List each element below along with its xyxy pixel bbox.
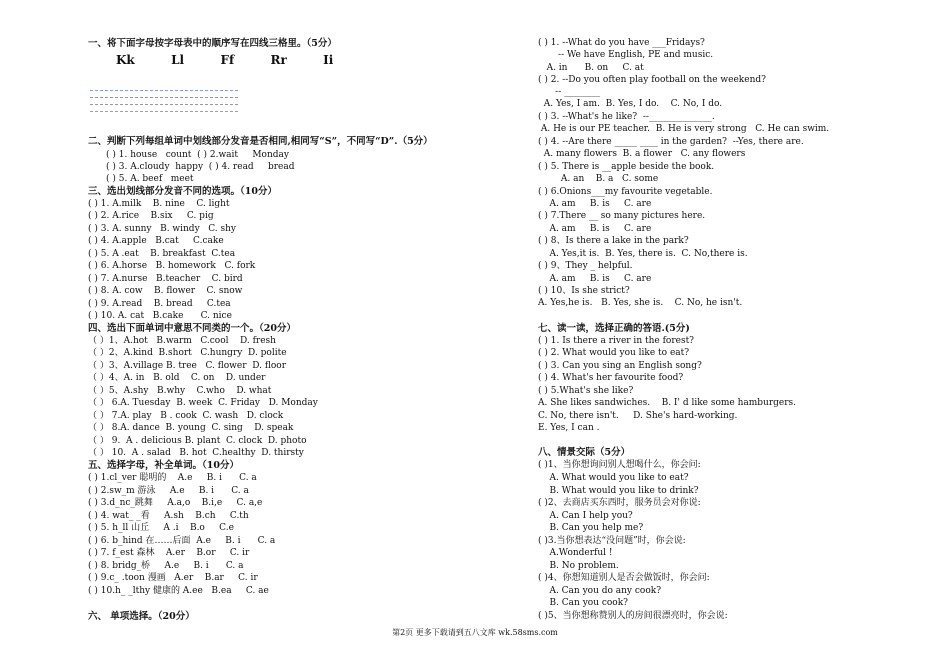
list-item: ( )4、你想知道别人是否会做饭时，你会问: (538, 573, 710, 583)
list-item: A. am B. is C. are (538, 199, 652, 209)
list-item: ( )5、当你想称赞别人的房间很漂亮时，你会说: (538, 611, 728, 621)
section-1-title: 一、将下面字母按字母表中的顺序写在四线三格里。（5分） (88, 38, 337, 49)
four-line-grid (90, 90, 238, 118)
list-item: ( ) 5. A .eat B. breakfast C.tea (88, 249, 236, 259)
list-item: A. in B. on C. at (538, 63, 644, 73)
list-item: ( ) 10、Is she strict? (538, 286, 630, 296)
list-item: ( ) 1. --What do you have ___Fridays? (538, 38, 705, 48)
list-item: ( ) 2. --Do you often play football on the weekend? (538, 75, 766, 85)
list-item: ( ) 1. house count ( ) 2.wait Monday (106, 150, 289, 160)
list-item: ( ) 6. b_hind 在……后面 A.e B. i C. a (88, 536, 276, 546)
section-7-title: 七、读一读，选择正确的答语.(5分) (538, 323, 690, 334)
list-item: ( ) 4. wat_ _看 A.sh B.ch C.th (88, 511, 249, 521)
list-item: ( ) 5. h_ll 山丘 A .i B.o C.e (88, 523, 234, 533)
list-item: ( ) 6. A.horse B. homework C. fork (88, 261, 256, 271)
list-item: C. No, there isn't. D. She's hard-working. (538, 411, 738, 421)
list-item: ( ) 8. bridg_桥 A.e B. i C. a (88, 561, 244, 571)
list-item: ( ) 3. A. sunny B. windy C. shy (88, 224, 237, 234)
list-item: A. am B. is C. are (538, 224, 652, 234)
list-item: ( ) 6.Onions___my favourite vegetable. (538, 187, 713, 197)
section-8-title: 八、情景交际（5分） (538, 447, 631, 458)
list-item: ( ) 4. --Are there _____ ____ in the garden? --Yes, there are. (538, 137, 804, 147)
list-item: ( ) 5. A. beef meet (106, 174, 194, 184)
list-item: ( ) 1. A.milk B. nine C. light (88, 199, 230, 209)
list-item: ( ) 5. There is __apple beside the book. (538, 162, 715, 172)
list-item: （ ） 8.A. dance B. young C. sing D. speak (88, 423, 294, 433)
list-item: A. an B. a C. some (538, 174, 659, 184)
section-4-title: 四、选出下面单词中意思不同类的一个。（20分） (88, 323, 296, 334)
list-item: ( )2、去商店买东西时，服务员会对你说: (538, 498, 701, 508)
list-item: （ ）3、A.village B. tree C. flower D. floor (88, 361, 286, 371)
list-item: A. many flowers B. a flower C. any flowers (538, 149, 746, 159)
list-item: A. He is our PE teacher. B. He is very strong C. He can swim. (538, 124, 830, 134)
list-item: ( ) 7. A.nurse B.teacher C. bird (88, 274, 243, 284)
list-item: ( )3.当你想表达“没问题”时，你会说: (538, 536, 686, 546)
list-item: ( )1、当你想询问别人想喝什么，你会问: (538, 460, 701, 470)
list-item: ( ) 10.h_ _lthy 健康的 A.ee B.ea C. ae (88, 586, 269, 596)
list-item: A. am B. is C. are (538, 274, 652, 284)
list-item: ( ) 7. f_est 森林 A.er B.or C. ir (88, 548, 250, 558)
list-item: （ ）2、A.kind B.short C.hungry D. polite (88, 348, 287, 358)
list-item: ( ) 4. What's her favourite food? (538, 373, 684, 383)
list-item: ( ) 9.c_ .toon 漫画 A.er B.ar C. ir (88, 573, 258, 583)
list-item: ( ) 3. --What's he like? --______________. (538, 112, 715, 122)
list-item: ( ) 3. Can you sing an English song? (538, 361, 702, 371)
list-item: ( ) 8. A. cow B. flower C. snow (88, 286, 243, 296)
list-item: A. Yes,it is. B. Yes, there is. C. No,there is. (538, 249, 748, 259)
list-item: B. Can you help me? (538, 523, 644, 533)
list-item: B. Can you cook? (538, 598, 629, 608)
list-item: A. Yes,he is. B. Yes, she is. C. No, he isn't. (538, 298, 743, 308)
list-item: ( ) 9. A.read B. bread C.tea (88, 299, 231, 309)
list-item: -- ________ (538, 87, 601, 97)
page-footer: 第2页 更多下载请到五八文库 wk.58sms.com (392, 628, 558, 637)
list-item: B. No problem. (538, 561, 619, 571)
list-item: -- We have English, PE and music. (538, 50, 714, 60)
list-item: E. Yes, I can . (538, 423, 600, 433)
list-item: （ ） 10. A . salad B. hot C.healthy D. thirsty (88, 448, 304, 458)
list-item: ( ) 4. A.apple B.cat C.cake (88, 236, 224, 246)
list-item: ( ) 1. Is there a river in the forest? (538, 336, 695, 346)
list-item: B. What would you like to drink? (538, 486, 699, 496)
section-3-title: 三、选出划线部分发音不同的选项。（10分） (88, 186, 277, 197)
list-item: ( ) 7.There __ so many pictures here. (538, 211, 706, 221)
list-item: ( ) 5.What's she like? (538, 386, 634, 396)
list-item: A. Yes, I am. B. Yes, I do. C. No, I do. (538, 99, 723, 109)
list-item: ( ) 2. A.rice B.six C. pig (88, 211, 214, 221)
list-item: ( ) 10. A. cat B.cake C. nice (88, 311, 232, 321)
list-item: A. What would you like to eat? (538, 473, 689, 483)
list-item: ( ) 2. What would you like to eat? (538, 348, 690, 358)
list-item: （ ）4、A. in B. old C. on D. under (88, 373, 266, 383)
list-item: （ ） 6.A. Tuesday B. week C. Friday D. Monday (88, 398, 318, 408)
list-item: A.Wonderful ! (538, 548, 613, 558)
list-item: ( ) 2.sw_m 游泳 A.e B. i C. a (88, 486, 249, 496)
list-item: ( ) 9、They _ helpful. (538, 261, 633, 271)
list-item: A. Can you do any cook? (538, 586, 662, 596)
list-item: A. She likes sandwiches. B. I' d like some hamburgers. (538, 398, 797, 408)
list-item: （ ） 7.A. play B . cook C. wash D. clock (88, 411, 284, 421)
list-item: ( ) 8、Is there a lake in the park? (538, 236, 689, 246)
list-item: （ ） 9. A . delicious B. plant C. clock D. photo (88, 436, 307, 446)
list-item: （ ）5、A.shy B.why C.who D. what (88, 386, 272, 396)
list-item: （ ）1、A.hot B.warm C.cool D. fresh (88, 336, 276, 346)
alphabet-letters: Kk Ll Ff Rr Ii (116, 53, 334, 67)
list-item: ( ) 1.cl_ver 聪明的 A.e B. i C. a (88, 473, 257, 483)
section-6-title: 六、 单项选择。（20分） (88, 611, 195, 622)
section-2-title: 二、判断下列每组单词中划线部分发音是否相同,相同写“S”，不同写“D”.（5分） (88, 136, 433, 147)
list-item: ( ) 3. A.cloudy happy ( ) 4. read bread (106, 162, 295, 172)
list-item: A. Can I help you? (538, 511, 633, 521)
list-item: ( ) 3.d_nc_跳舞 A.a,o B.i,e C. a,e (88, 498, 263, 508)
section-5-title: 五、选择字母，补全单词。（10分） (88, 460, 239, 471)
